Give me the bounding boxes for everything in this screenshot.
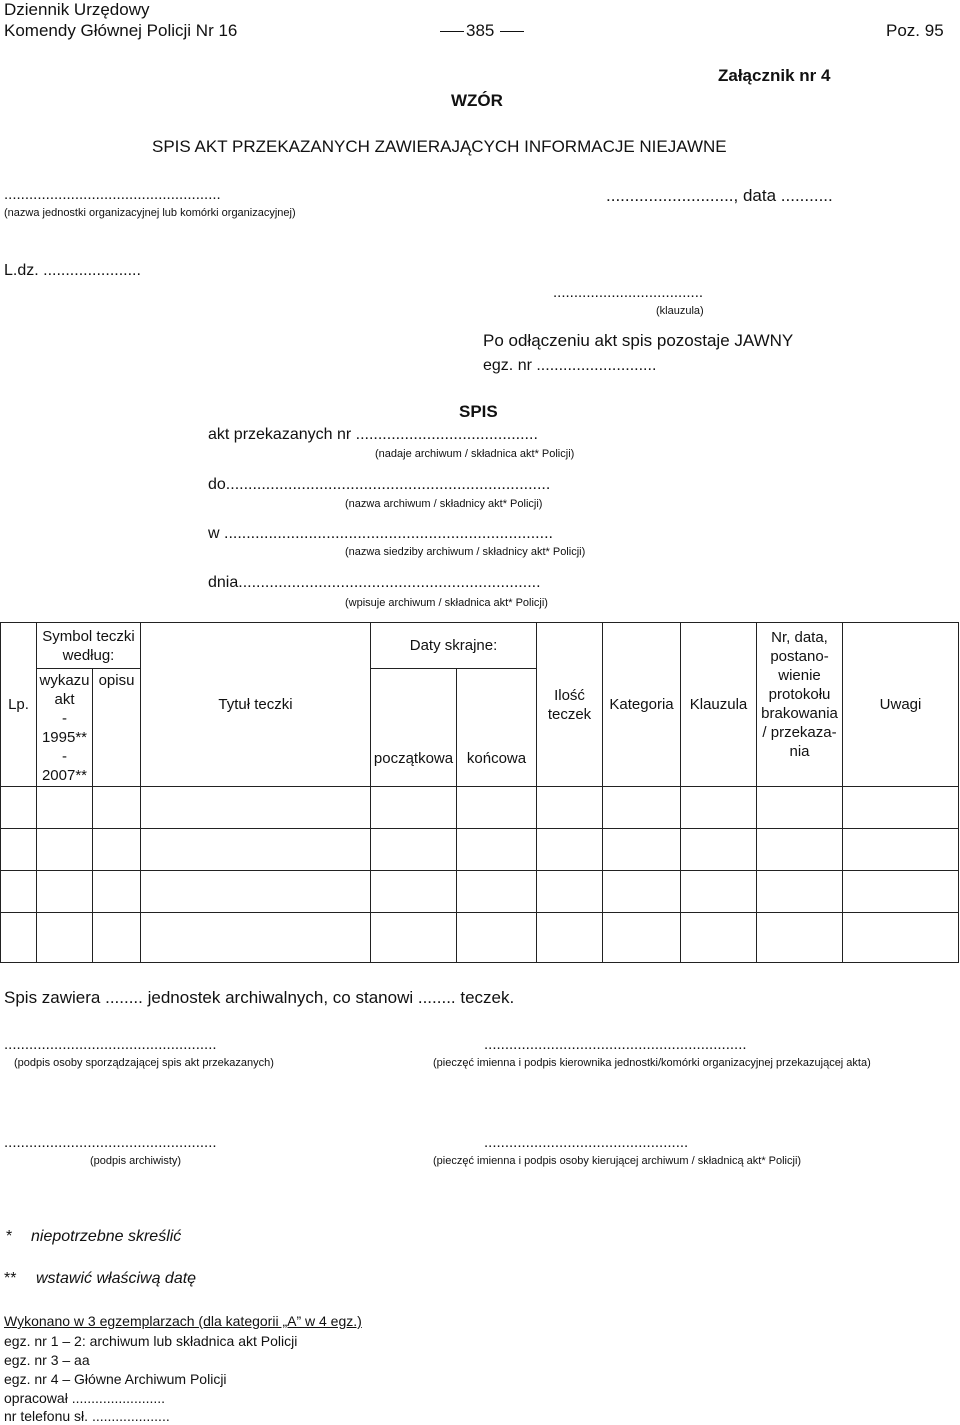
table-cell xyxy=(141,871,371,913)
table-cell xyxy=(603,829,681,871)
footer-phone: nr telefonu sł. .................... xyxy=(4,1408,170,1424)
signature-right2-dots: ................................................. xyxy=(484,1134,689,1151)
footer-prepared-by: opracował ........................ xyxy=(4,1390,166,1406)
page-number-dash-left xyxy=(440,31,464,32)
w-caption: (nazwa siedziby archiwum / składnicy akt* Policji) xyxy=(345,546,586,558)
header-symbol: Symbol teczki według: xyxy=(37,623,141,669)
table-cell xyxy=(537,829,603,871)
wzor-label: WZÓR xyxy=(451,91,503,110)
header-dates: Daty skrajne: xyxy=(371,623,537,669)
table-row xyxy=(1,829,959,871)
table-cell xyxy=(141,829,371,871)
do-caption: (nazwa archiwum / składnicy akt* Policji) xyxy=(345,498,543,510)
table-cell xyxy=(457,787,537,829)
table-row xyxy=(1,871,959,913)
header-lp: Lp. xyxy=(1,623,37,787)
table-cell xyxy=(757,829,843,871)
table-cell xyxy=(93,829,141,871)
akt-caption: (nadaje archiwum / składnica akt* Policji) xyxy=(375,448,575,460)
table-cell xyxy=(93,913,141,963)
header-decision xyxy=(757,623,843,787)
unit-dots: .................................................... xyxy=(4,186,221,203)
table-cell xyxy=(1,829,37,871)
signature-left1-dots: ................................................... xyxy=(4,1036,217,1053)
page-number-dash-right xyxy=(500,31,524,32)
table-cell xyxy=(371,829,457,871)
table-cell xyxy=(537,913,603,963)
signature-right1-caption: (pieczęć imienna i podpis kierownika jednostki/komórki organizacyjnej przekazującej akta) xyxy=(433,1057,871,1069)
header-start-date: początkowa xyxy=(371,669,457,787)
header-end-date: końcowa xyxy=(457,669,537,787)
table-cell xyxy=(757,913,843,963)
table-cell xyxy=(537,871,603,913)
ldz-line: L.dz. ...................... xyxy=(4,262,141,279)
signature-left2-dots: ................................................... xyxy=(4,1134,217,1151)
after-disconnect-note: Po odłączeniu akt spis pozostaje JAWNY xyxy=(483,331,794,350)
header-decision-line: / przekaza- xyxy=(762,724,837,741)
spis-summary: Spis zawiera ........ jednostek archiwalnych, co stanowi ........ teczek. xyxy=(4,988,515,1007)
header-wykazu-line: 2007** xyxy=(41,767,88,784)
table-cell xyxy=(37,829,93,871)
table-cell xyxy=(603,871,681,913)
copy-number: egz. nr ........................... xyxy=(483,357,657,374)
footnote-mark-2: ** xyxy=(4,1270,17,1287)
table-cell xyxy=(1,913,37,963)
footer-copies: Wykonano w 3 egzemplarzach (dla kategorii „A” w 4 egz.) xyxy=(4,1313,362,1329)
header-wykazu-line: - xyxy=(62,748,67,765)
header-wykazu-line: wykazu xyxy=(39,672,90,689)
header-quantity: Ilość teczek xyxy=(537,623,603,787)
table-cell xyxy=(757,787,843,829)
spis-heading: SPIS xyxy=(459,402,498,421)
header-decision-line: nia xyxy=(789,743,810,760)
dnia-caption: (wpisuje archiwum / składnica akt* Policji) xyxy=(345,597,548,609)
table-cell xyxy=(37,787,93,829)
table-cell xyxy=(537,787,603,829)
signature-right2-caption: (pieczęć imienna i podpis osoby kierującej archiwum / składnicą akt* Policji) xyxy=(433,1155,802,1167)
main-title: SPIS AKT PRZEKAZANYCH ZAWIERAJĄCYCH INFORMACJE NIEJAWNE xyxy=(152,137,727,156)
do-field: do......................................................................... xyxy=(208,476,551,493)
table-cell xyxy=(141,913,371,963)
header-decision-line: protokołu xyxy=(768,686,831,703)
header-decision-line: postano- xyxy=(770,648,829,665)
position-number: Poz. 95 xyxy=(886,21,944,40)
header-decision-line: wienie xyxy=(778,667,821,684)
footer-copy-4: egz. nr 4 – Główne Archiwum Policji xyxy=(4,1371,227,1387)
table-cell xyxy=(843,913,959,963)
signature-right1-dots: ............................................................... xyxy=(484,1036,747,1053)
header-decision-line: brakowania xyxy=(761,705,838,722)
header-wykazu xyxy=(37,669,93,787)
table-cell xyxy=(457,913,537,963)
signature-left2-caption: (podpis archiwisty) xyxy=(90,1155,182,1167)
table-cell xyxy=(843,871,959,913)
table-row xyxy=(1,913,959,963)
attachment-label: Załącznik nr 4 xyxy=(718,66,831,85)
table-cell xyxy=(93,787,141,829)
table-cell xyxy=(603,913,681,963)
table-cell xyxy=(681,913,757,963)
w-field: w .......................................................................... xyxy=(208,525,553,542)
footer-copy-1-2: egz. nr 1 – 2: archiwum lub składnica akt Policji xyxy=(4,1333,298,1349)
table-cell xyxy=(757,871,843,913)
table-cell xyxy=(37,913,93,963)
header-opisu: opisu xyxy=(93,669,141,787)
klauzula-dots: .................................... xyxy=(553,284,704,301)
table-cell xyxy=(1,787,37,829)
footnote-text-1: niepotrzebne skreślić xyxy=(31,1228,182,1245)
header-remarks: Uwagi xyxy=(843,623,959,787)
records-table xyxy=(0,622,959,963)
table-cell xyxy=(1,871,37,913)
table-cell xyxy=(457,829,537,871)
klauzula-caption: (klauzula) xyxy=(656,305,704,317)
header-wykazu-line: akt xyxy=(54,691,75,708)
table-cell xyxy=(681,829,757,871)
header-category: Kategoria xyxy=(603,623,681,787)
header-wykazu-line: - xyxy=(62,710,67,727)
akt-field: akt przekazanych nr ......................................... xyxy=(208,426,538,443)
footnote-mark-1: * xyxy=(6,1228,13,1245)
unit-caption: (nazwa jednostki organizacyjnej lub komórki organizacyjnej) xyxy=(4,207,296,219)
header-wykazu-line: 1995** xyxy=(41,729,88,746)
table-row xyxy=(1,787,959,829)
table-cell xyxy=(141,787,371,829)
table-cell xyxy=(93,871,141,913)
table-cell xyxy=(37,871,93,913)
header-decision-line: Nr, data, xyxy=(771,629,828,646)
table-cell xyxy=(843,829,959,871)
dnia-field: dnia.................................................................... xyxy=(208,574,541,591)
table-cell xyxy=(603,787,681,829)
table-cell xyxy=(371,871,457,913)
page-number: 385 xyxy=(466,21,495,40)
table-cell xyxy=(371,787,457,829)
table-header-row xyxy=(1,623,959,669)
table-cell xyxy=(681,787,757,829)
header-title: Tytuł teczki xyxy=(141,623,371,787)
journal-issue: Komendy Głównej Policji Nr 16 xyxy=(4,21,238,40)
footer-copy-3: egz. nr 3 – aa xyxy=(4,1352,90,1368)
table-cell xyxy=(843,787,959,829)
table-cell xyxy=(371,913,457,963)
table-cell xyxy=(681,871,757,913)
date-line: ..........................., data ........... xyxy=(606,186,833,205)
signature-left1-caption: (podpis osoby sporządzającej spis akt przekazanych) xyxy=(14,1057,274,1069)
header-clause: Klauzula xyxy=(681,623,757,787)
table-cell xyxy=(457,871,537,913)
footnote-text-2: wstawić właściwą datę xyxy=(36,1270,197,1287)
journal-title: Dziennik Urzędowy xyxy=(4,0,150,19)
